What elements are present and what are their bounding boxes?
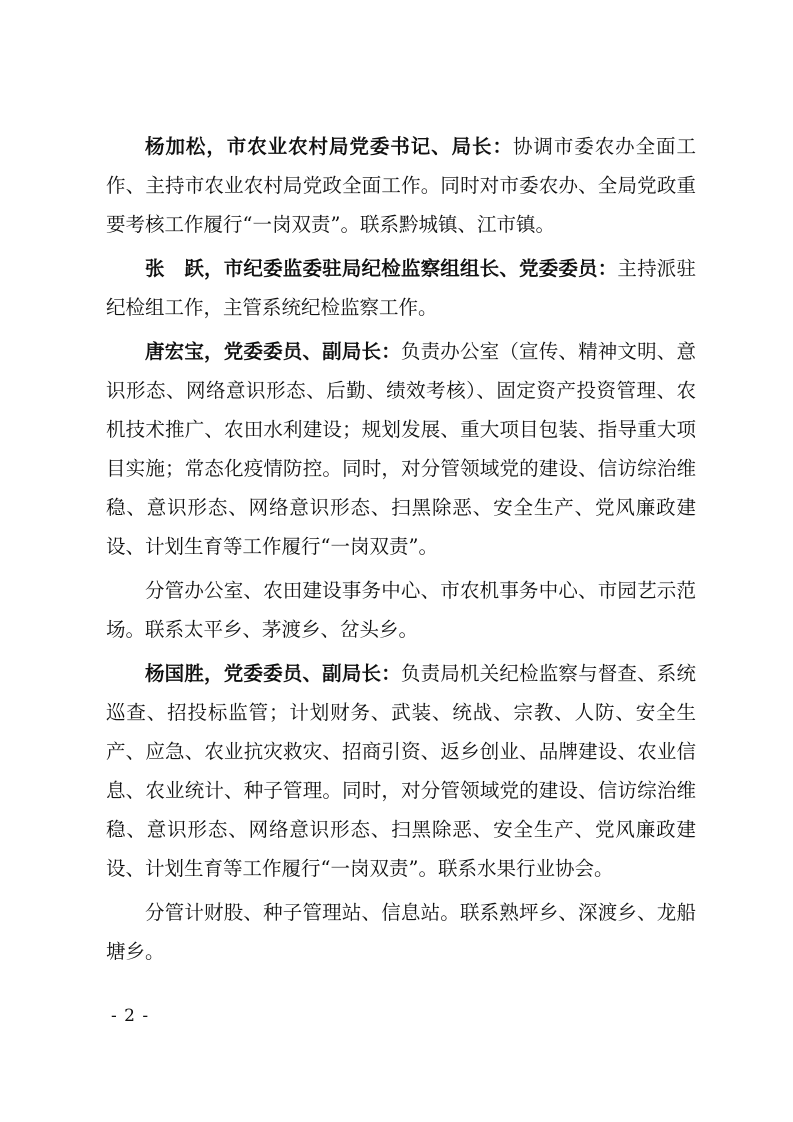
paragraph-tang-hongbao-units xyxy=(106,571,696,649)
paragraph-yang-guosheng-units xyxy=(106,893,696,971)
person-title: 唐宏宝，党委委员、副局长： xyxy=(145,340,401,363)
document-body xyxy=(106,127,696,976)
paragraph-zhang-yue xyxy=(106,249,696,327)
person-title: 杨加松，市农业农村局党委书记、局长： xyxy=(145,135,513,158)
paragraph-tang-hongbao xyxy=(106,332,696,566)
page-number: - 2 - xyxy=(111,1006,150,1026)
person-title: 张 跃，市纪委监委驻局纪检监察组组长、党委委员： xyxy=(145,257,618,280)
duty-text: 分管办公室、农田建设事务中心、市农机事务中心、市园艺示范场。联系太平乡、茅渡乡、岔头乡。 xyxy=(106,579,696,641)
person-title: 杨国胜，党委委员、副局长： xyxy=(145,662,401,685)
duty-text: 负责办公室（宣传、精神文明、意识形态、网络意识形态、后勤、绩效考核）、固定资产投资管理、农机技术推广、农田水利建设；规划发展、重大项目包装、指导重大项目实施；常态化疫情防控。同时，对分管领域党的建设、信访综治维稳、意识形态、网络意识形态、扫黑除恶、安全生产、党风廉政建设、计划生育等工作履行“一岗双责”。 xyxy=(106,340,696,558)
duty-text: 主持派驻纪检组工作，主管系统纪检监察工作。 xyxy=(106,257,696,319)
duty-text: 负责局机关纪检监察与督查、系统巡查、招投标监管；计划财务、武装、统战、宗教、人防、安全生产、应急、农业抗灾救灾、招商引资、返乡创业、品牌建设、农业信息、农业统计、种子管理。同时，对分管领域党的建设、信访综治维稳、意识形态、网络意识形态、扫黑除恶、安全生产、党风廉政建设、计划生育等工作履行“一岗双责”。联系水果行业协会。 xyxy=(106,662,696,880)
paragraph-yang-jiasong xyxy=(106,127,696,244)
duty-text: 分管计财股、种子管理站、信息站。联系熟坪乡、深渡乡、龙船塘乡。 xyxy=(106,901,696,963)
paragraph-yang-guosheng xyxy=(106,654,696,888)
duty-text: 协调市委农办全面工作、主持市农业农村局党政全面工作。同时对市委农办、全局党政重要考核工作履行“一岗双责”。联系黔城镇、江市镇。 xyxy=(106,135,696,236)
